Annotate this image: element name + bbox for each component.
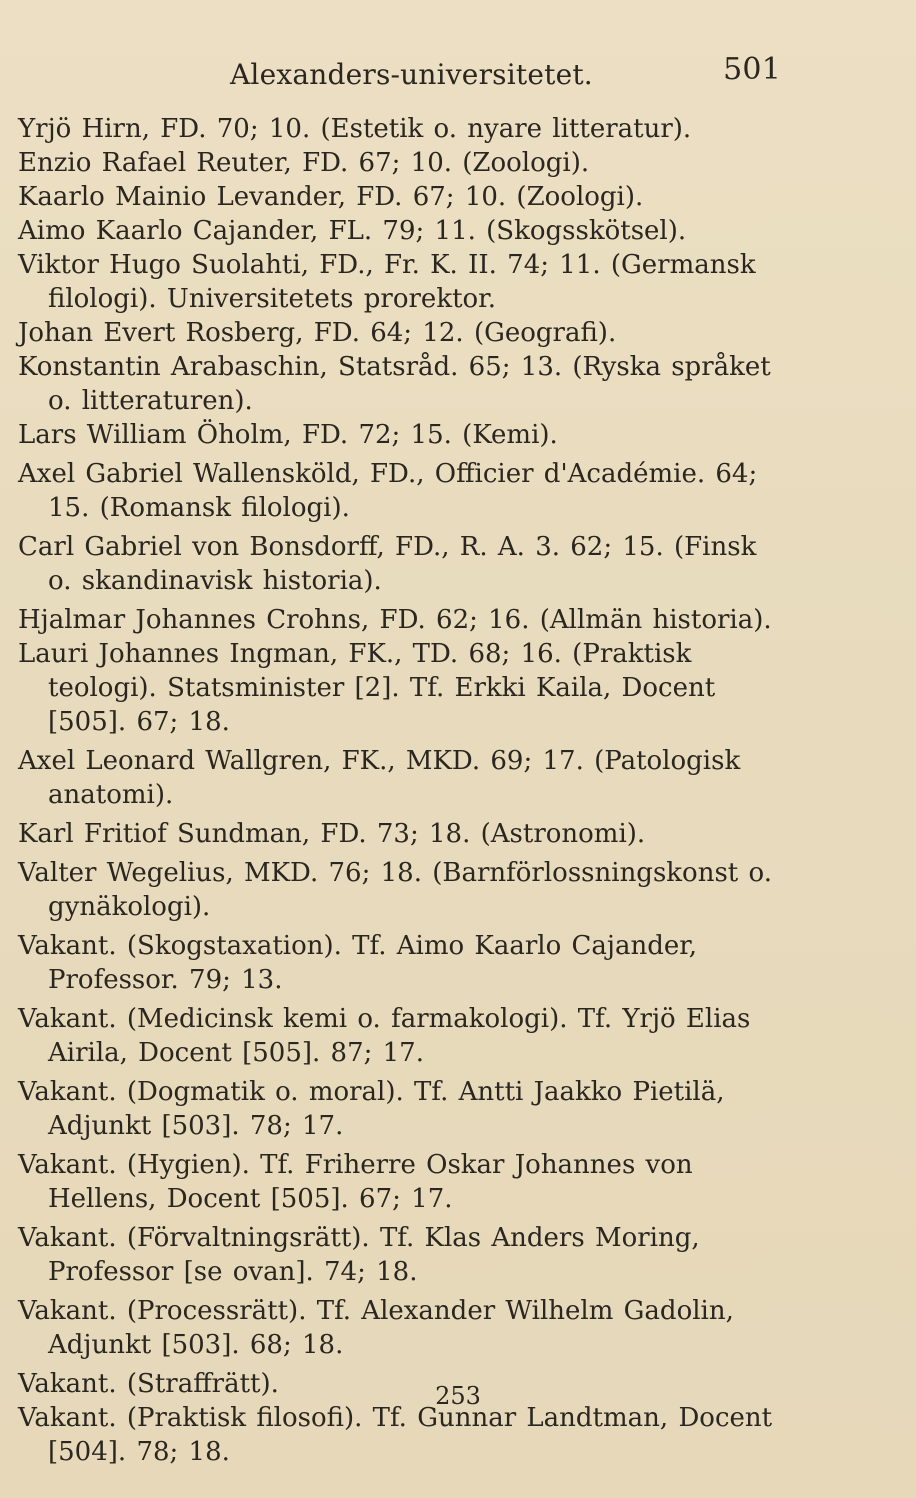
running-title: Alexanders-universitetet. [230, 58, 593, 91]
faculty-entry: Yrjö Hirn, FD. 70; 10. (Estetik o. nyare litteratur). [18, 114, 692, 144]
faculty-entry: Viktor Hugo Suolahti, FD., Fr. K. II. 74; 11. (Germansk filologi). Universitetets prorektor. [18, 250, 756, 314]
faculty-entry: Valter Wegelius, MKD. 76; 18. (Barnförlossningskonst o. gynäkologi). [18, 858, 772, 922]
printer-signature: 253 [435, 1382, 481, 1410]
faculty-entry: Konstantin Arabaschin, Statsråd. 65; 13. (Ryska språket o. litteraturen). [18, 352, 771, 416]
faculty-entry: Johan Evert Rosberg, FD. 64; 12. (Geografi). [18, 318, 617, 348]
faculty-entry: Vakant. (Hygien). Tf. Friherre Oskar Johannes von Hellens, Docent [505]. 67; 17. [18, 1150, 693, 1214]
faculty-entry: Lauri Johannes Ingman, FK., TD. 68; 16. (Praktisk teologi). Statsminister [2]. Tf. Erkki Kaila, Docent [505]. 67; 18. [18, 639, 716, 737]
faculty-entry: Vakant. (Förvaltningsrätt). Tf. Klas Anders Moring, Professor [se ovan]. 74; 18. [18, 1223, 700, 1287]
faculty-entry: Karl Fritiof Sundman, FD. 73; 18. (Astronomi). [18, 819, 646, 849]
faculty-entry: Carl Gabriel von Bonsdorff, FD., R. A. 3. 62; 15. (Finsk o. skandinavisk historia). [18, 532, 757, 596]
faculty-entry: Vakant. (Processrätt). Tf. Alexander Wilhelm Gadolin, Adjunkt [503]. 68; 18. [18, 1296, 734, 1360]
faculty-entry: Vakant. (Medicinsk kemi o. farmakologi). Tf. Yrjö Elias Airila, Docent [505]. 87; 17. [18, 1004, 751, 1068]
faculty-entry: Vakant. (Dogmatik o. moral). Tf. Antti Jaakko Pietilä, Adjunkt [503]. 78; 17. [18, 1077, 725, 1141]
faculty-list [18, 112, 781, 1469]
faculty-entry: Kaarlo Mainio Levander, FD. 67; 10. (Zoologi). [18, 182, 644, 212]
running-head [18, 50, 781, 100]
page-number: 501 [723, 52, 781, 87]
faculty-entry: Aimo Kaarlo Cajander, FL. 79; 11. (Skogsskötsel). [18, 216, 687, 246]
faculty-entry: Vakant. (Straffrätt). [18, 1369, 279, 1399]
faculty-entry: Axel Leonard Wallgren, FK., MKD. 69; 17. (Patologisk anatomi). [18, 746, 741, 810]
faculty-entry: Vakant. (Praktisk filosofi). Tf. Gunnar Landtman, Docent [504]. 78; 18. [18, 1403, 773, 1467]
faculty-entry: Enzio Rafael Reuter, FD. 67; 10. (Zoologi). [18, 148, 590, 178]
faculty-entry: Vakant. (Skogstaxation). Tf. Aimo Kaarlo Cajander, Professor. 79; 13. [18, 931, 698, 995]
faculty-entry: Lars William Öholm, FD. 72; 15. (Kemi). [18, 420, 558, 450]
faculty-entry: Axel Gabriel Wallensköld, FD., Officier d'Académie. 64; 15. (Romansk filologi). [18, 459, 758, 523]
faculty-entry: Hjalmar Johannes Crohns, FD. 62; 16. (Allmän historia). [18, 605, 772, 635]
